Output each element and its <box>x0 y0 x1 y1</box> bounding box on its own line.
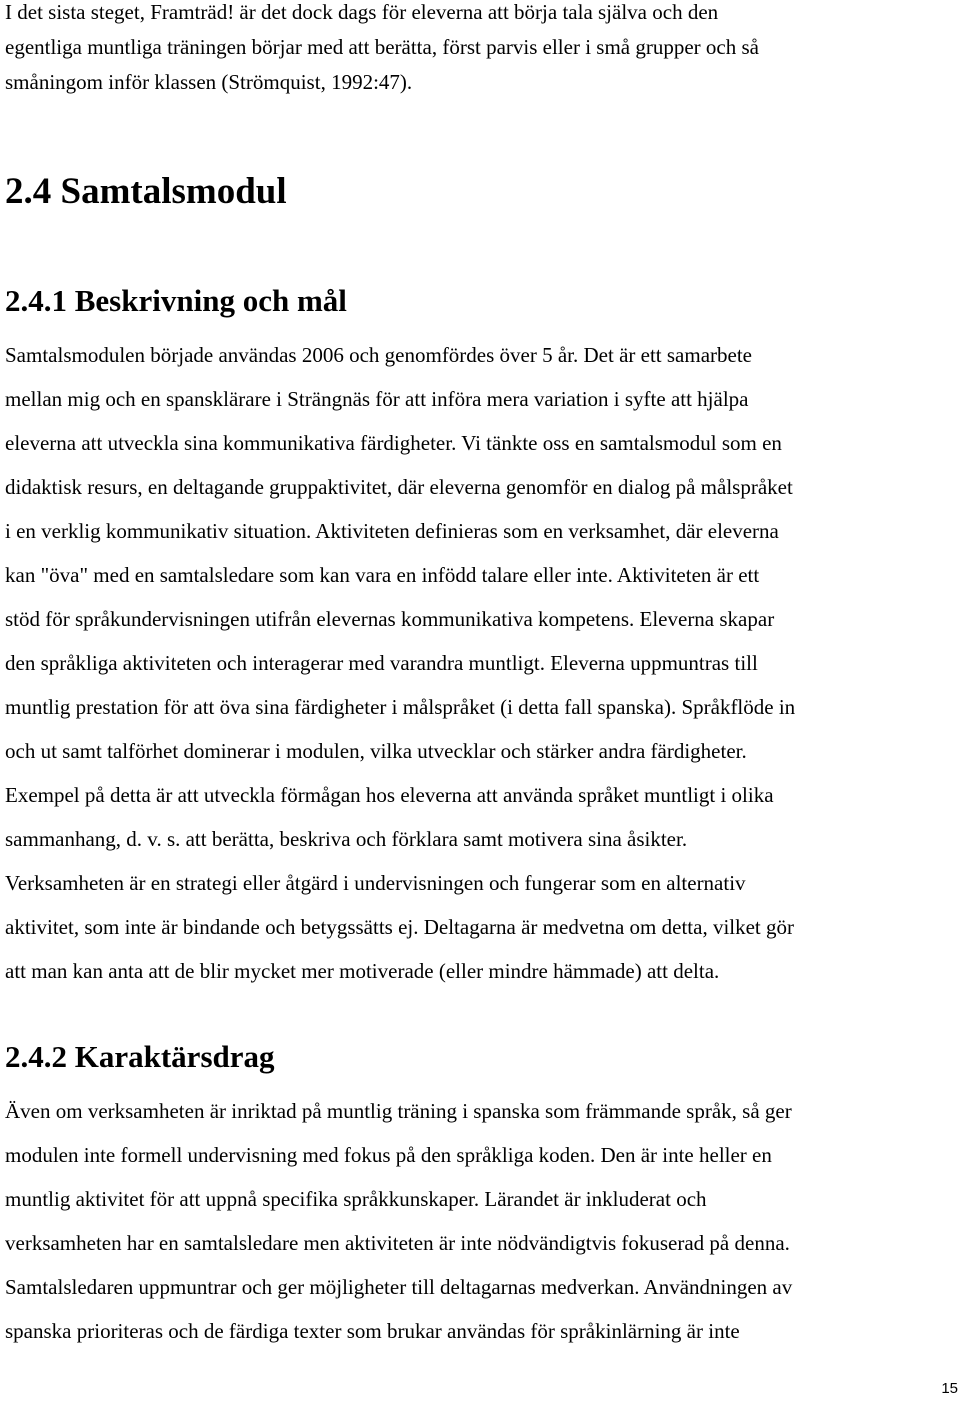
paragraph-line: didaktisk resurs, en deltagande gruppaktivitet, där eleverna genomför en dialog på målspråket <box>5 475 793 499</box>
intro-line: egentliga muntliga träningen börjar med att berätta, först parvis eller i små grupper och så <box>5 35 759 59</box>
paragraph-line: sammanhang, d. v. s. att berätta, beskriva och förklara samt motivera sina åsikter. <box>5 827 688 851</box>
body-paragraph-characteristics <box>5 1089 792 1353</box>
subsection-heading-description-goals: 2.4.1 Beskrivning och mål <box>5 283 347 318</box>
paragraph-line: eleverna att utveckla sina kommunikativa färdigheter. Vi tänkte oss en samtalsmodul som en <box>5 431 782 455</box>
paragraph-line: Samtalsmodulen började användas 2006 och genomfördes över 5 år. Det är ett samarbete <box>5 343 753 367</box>
page-number: 15 <box>941 1380 958 1397</box>
paragraph-line: och ut samt talförhet dominerar i modulen, vilka utvecklar och stärker andra färdigheter. <box>5 739 747 763</box>
paragraph-line: Verksamheten är en strategi eller åtgärd i undervisningen och fungerar som en alternativ <box>5 871 746 895</box>
paragraph-line: Samtalsledaren uppmuntrar och ger möjligheter till deltagarnas medverkan. Användningen av <box>5 1275 793 1299</box>
paragraph-line: kan "öva" med en samtalsledare som kan vara en infödd talare eller inte. Aktiviteten är ett <box>5 563 760 587</box>
paragraph-line: i en verklig kommunikativ situation. Aktiviteten definieras som en verksamhet, där eleverna <box>5 519 779 543</box>
paragraph-line: Exempel på detta är att utveckla förmågan hos eleverna att använda språket muntligt i olika <box>5 783 774 807</box>
intro-line: småningom inför klassen (Strömquist, 1992:47). <box>5 70 413 94</box>
paragraph-line: den språkliga aktiviteten och interagerar med varandra muntligt. Eleverna uppmuntras till <box>5 651 758 675</box>
paragraph-line: spanska prioriteras och de färdiga texter som brukar användas för språkinlärning är inte <box>5 1319 740 1343</box>
paragraph-line: Även om verksamheten är inriktad på muntlig träning i spanska som främmande språk, så ger <box>5 1099 792 1123</box>
paragraph-line: muntlig prestation för att öva sina färdigheter i målspråket (i detta fall spanska). Språkflöde in <box>5 695 796 719</box>
intro-line: I det sista steget, Framträd! är det dock dags för eleverna att börja tala själva och den <box>5 0 719 24</box>
paragraph-line: mellan mig och en spansklärare i Strängnäs för att införa mera variation i syfte att hjälpa <box>5 387 749 411</box>
subsection-heading-characteristics: 2.4.2 Karaktärsdrag <box>5 1039 275 1074</box>
body-paragraph-description <box>5 333 795 993</box>
paragraph-line: att man kan anta att de blir mycket mer motiverade (eller mindre hämmade) att delta. <box>5 959 720 983</box>
intro-paragraph <box>5 0 759 100</box>
paragraph-line: muntlig aktivitet för att uppnå specifika språkkunskaper. Lärandet är inkluderat och <box>5 1187 707 1211</box>
paragraph-line: modulen inte formell undervisning med fokus på den språkliga koden. Den är inte heller en <box>5 1143 772 1167</box>
paragraph-line: verksamheten har en samtalsledare men aktiviteten är inte nödvändigtvis fokuserad på denna. <box>5 1231 790 1255</box>
paragraph-line: aktivitet, som inte är bindande och betygssätts ej. Deltagarna är medvetna om detta, vilket gör <box>5 915 795 939</box>
section-heading: 2.4 Samtalsmodul <box>5 171 287 212</box>
paragraph-line: stöd för språkundervisningen utifrån elevernas kommunikativa kompetens. Eleverna skapar <box>5 607 775 631</box>
